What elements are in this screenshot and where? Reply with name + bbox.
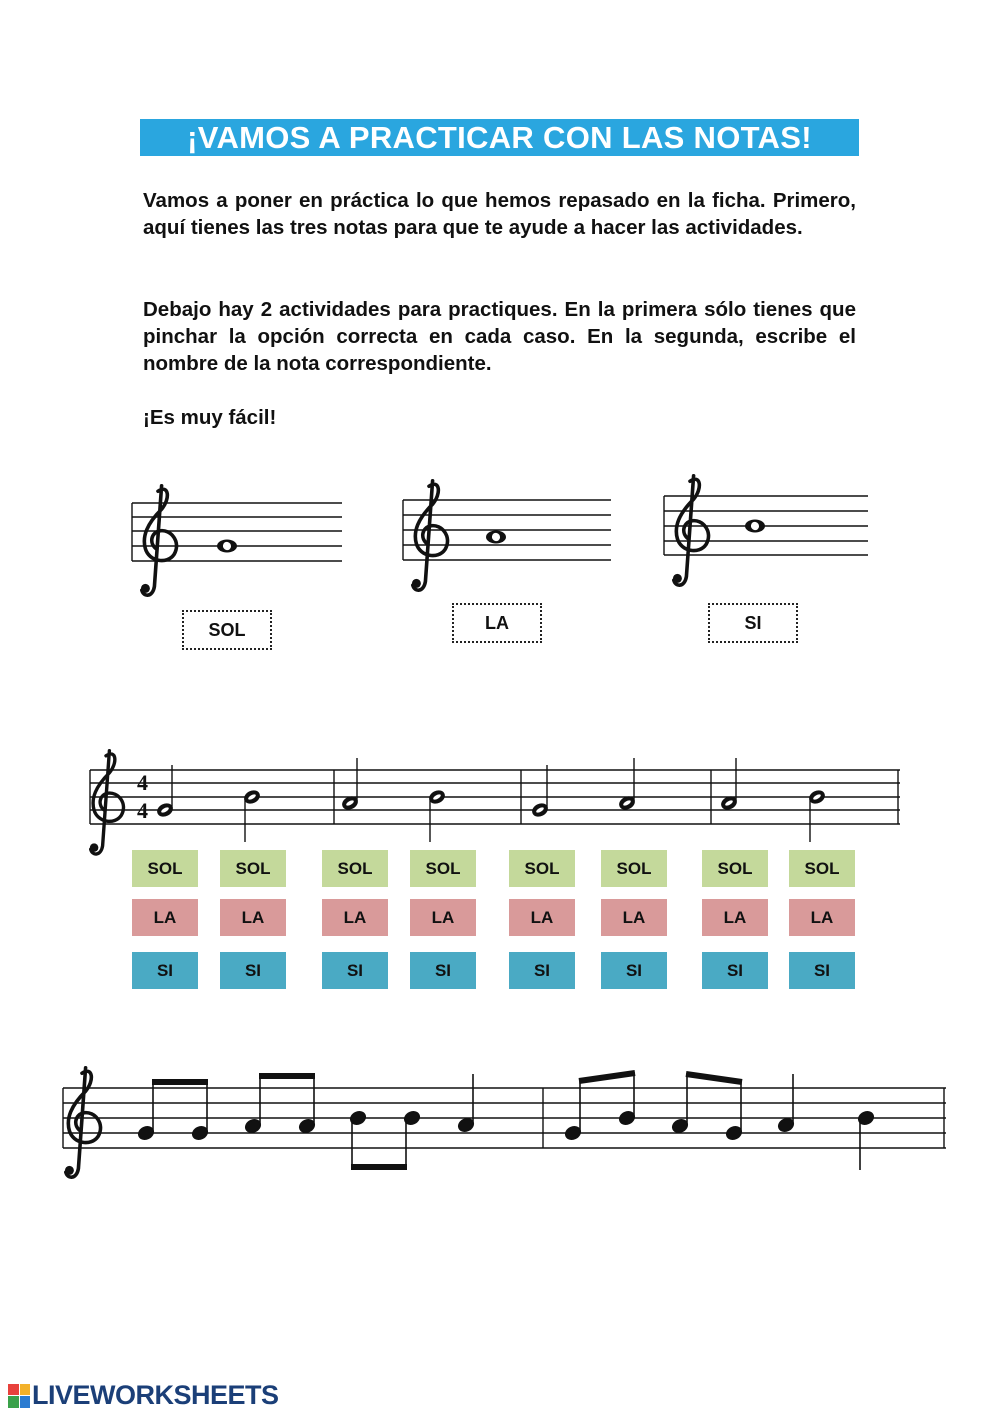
note-la: [486, 531, 506, 544]
option-la-6[interactable]: LA: [601, 899, 667, 936]
option-sol-1[interactable]: SOL: [132, 850, 198, 887]
activity2-staff: [63, 1068, 946, 1177]
option-si-1[interactable]: SI: [132, 952, 198, 989]
option-si-4[interactable]: SI: [410, 952, 476, 989]
option-si-8[interactable]: SI: [789, 952, 855, 989]
option-si-6[interactable]: SI: [601, 952, 667, 989]
option-si-7[interactable]: SI: [702, 952, 768, 989]
option-sol-7[interactable]: SOL: [702, 850, 768, 887]
option-sol-4[interactable]: SOL: [410, 850, 476, 887]
answer-box-si[interactable]: SI: [708, 603, 798, 643]
option-la-7[interactable]: LA: [702, 899, 768, 936]
page-title: ¡VAMOS A PRACTICAR CON LAS NOTAS!: [140, 119, 859, 156]
option-si-3[interactable]: SI: [322, 952, 388, 989]
note-si: [745, 520, 765, 533]
reference-staff-la: [403, 481, 611, 590]
option-la-5[interactable]: LA: [509, 899, 575, 936]
logo-icon: [8, 1384, 30, 1408]
treble-clef-icon: [412, 481, 448, 590]
option-si-2[interactable]: SI: [220, 952, 286, 989]
option-la-8[interactable]: LA: [789, 899, 855, 936]
treble-clef-icon: [141, 486, 177, 595]
option-la-2[interactable]: LA: [220, 899, 286, 936]
treble-clef-icon: [65, 1068, 101, 1177]
treble-clef-icon: [90, 751, 124, 854]
activity1-staff: [90, 751, 900, 854]
treble-clef-icon: [673, 476, 709, 585]
reference-staff-si: [664, 476, 868, 585]
time-signature-bottom: 4: [137, 798, 148, 823]
option-la-4[interactable]: LA: [410, 899, 476, 936]
option-sol-5[interactable]: SOL: [509, 850, 575, 887]
note-sol: [217, 540, 237, 553]
intro-paragraph-1: Vamos a poner en práctica lo que hemos repasado en la ficha. Primero, aquí tienes las tres notas para que te ayude a hacer las actividades.: [143, 189, 856, 239]
option-sol-2[interactable]: SOL: [220, 850, 286, 887]
intro-paragraph-3: ¡Es muy fácil!: [143, 406, 277, 429]
option-si-5[interactable]: SI: [509, 952, 575, 989]
reference-staff-sol: [132, 486, 342, 595]
option-la-3[interactable]: LA: [322, 899, 388, 936]
option-sol-8[interactable]: SOL: [789, 850, 855, 887]
liveworksheets-logo: [8, 1380, 279, 1411]
option-la-1[interactable]: LA: [132, 899, 198, 936]
option-sol-3[interactable]: SOL: [322, 850, 388, 887]
answer-box-sol[interactable]: SOL: [182, 610, 272, 650]
intro-paragraph-2: Debajo hay 2 actividades para practiques. En la primera sólo tienes que pinchar la opción correcta en cada caso. En la segunda, escribe el nombre de la nota correspondiente.: [143, 298, 856, 375]
answer-box-la[interactable]: LA: [452, 603, 542, 643]
option-sol-6[interactable]: SOL: [601, 850, 667, 887]
time-signature-top: 4: [137, 770, 148, 795]
logo-text: LIVEWORKSHEETS: [32, 1380, 279, 1410]
